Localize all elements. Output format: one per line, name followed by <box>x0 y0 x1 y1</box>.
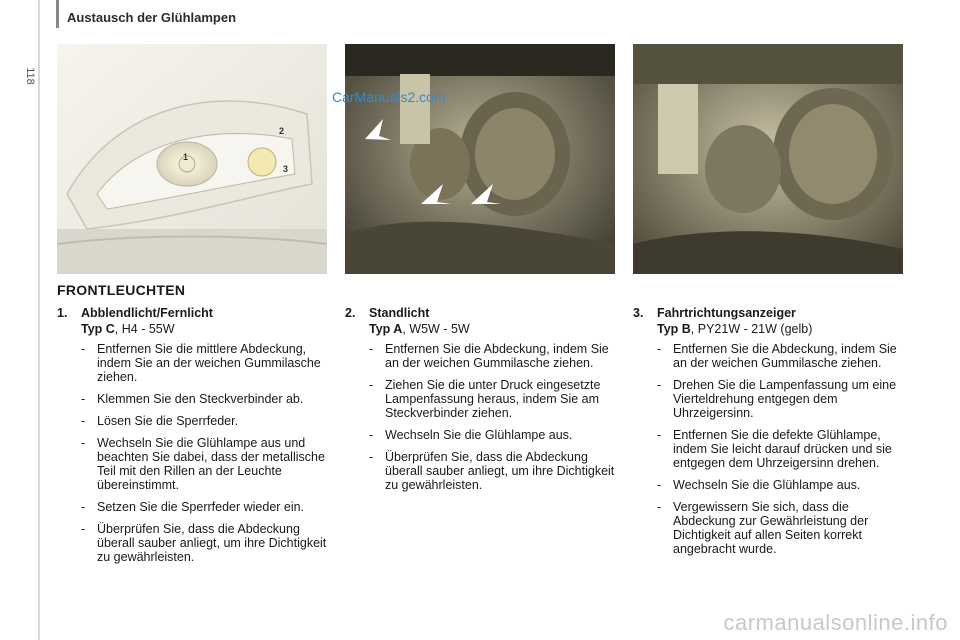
bulb-type: Typ C, H4 - 55W <box>81 322 175 336</box>
list-item: - Vergewissern Sie sich, dass die Abdeckung zur Gewährleistung der Dichtigkeit auf allen Seiten korrekt angebracht wurde. <box>657 500 869 556</box>
column-direction-indicator <box>633 306 908 564</box>
section-title: FRONTLEUCHTEN <box>57 282 186 298</box>
step-list <box>57 342 329 564</box>
indicator-housing-photo <box>633 44 903 274</box>
column-side-light <box>345 306 617 500</box>
header-accent-bar <box>56 0 59 28</box>
callout-3: 3 <box>283 164 289 174</box>
page-margin-rule <box>38 0 40 640</box>
headlamp-illustration <box>57 44 327 274</box>
list-item: - Setzen Sie die Sperrfeder wieder ein. <box>81 500 305 514</box>
column-heading: 3. Fahrtrichtungsanzeiger <box>633 306 796 320</box>
bulb-type: Typ A, W5W - 5W <box>369 322 470 336</box>
callout-2: 2 <box>279 126 285 136</box>
list-item: - Entfernen Sie die Abdeckung, indem Sie an der weichen Gummilasche ziehen. <box>369 342 609 370</box>
list-item: - Entfernen Sie die defekte Glühlampe, indem Sie leicht darauf drücken und sie entgegen dem Uhrzeigersinn drehen. <box>657 428 892 470</box>
list-item: - Drehen Sie die Lampenfassung um eine Vierteldrehung entgegen dem Uhrzeigersinn. <box>657 378 897 420</box>
list-item: - Ziehen Sie die unter Druck eingesetzte Lampenfassung heraus, indem Sie am Steckverbinder ziehen. <box>369 378 601 420</box>
footer-watermark: carmanualsonline.info <box>723 610 948 635</box>
callout-1: 1 <box>183 152 189 162</box>
column-heading: 2. Standlicht <box>345 306 430 320</box>
step-list <box>345 342 617 492</box>
column-heading: 1. Abblendlicht/Fernlicht <box>57 306 213 320</box>
list-item: - Wechseln Sie die Glühlampe aus und beachten Sie dabei, dass der metallische Teil mit den Rillen an der Leuchte übereinstimmt. <box>81 436 325 492</box>
list-item: - Wechseln Sie die Glühlampe aus. <box>369 428 573 442</box>
lamp-housing-photo <box>345 44 615 274</box>
list-item: - Lösen Sie die Sperrfeder. <box>81 414 239 428</box>
step-list <box>633 342 908 556</box>
list-item: - Überprüfen Sie, dass die Abdeckung überall sauber anliegt, um ihre Dichtigkeit zu gewährleisten. <box>369 450 615 492</box>
list-item: - Entfernen Sie die Abdeckung, indem Sie an der weichen Gummilasche ziehen. <box>657 342 897 370</box>
list-item: - Entfernen Sie die mittlere Abdeckung, indem Sie an der weichen Gummilasche ziehen. <box>81 342 321 384</box>
watermark-text: CarManuals2.com <box>332 89 446 105</box>
list-item: - Klemmen Sie den Steckverbinder ab. <box>81 392 304 406</box>
list-item: - Wechseln Sie die Glühlampe aus. <box>657 478 861 492</box>
bulb-type: Typ B, PY21W - 21W (gelb) <box>657 322 813 336</box>
page-number: 118 <box>24 67 36 85</box>
column-low-high-beam <box>57 306 329 572</box>
page-title: Austausch der Glühlampen <box>67 10 237 25</box>
list-item: - Überprüfen Sie, dass die Abdeckung überall sauber anliegt, um ihre Dichtigkeit zu gewährleisten. <box>81 522 327 564</box>
